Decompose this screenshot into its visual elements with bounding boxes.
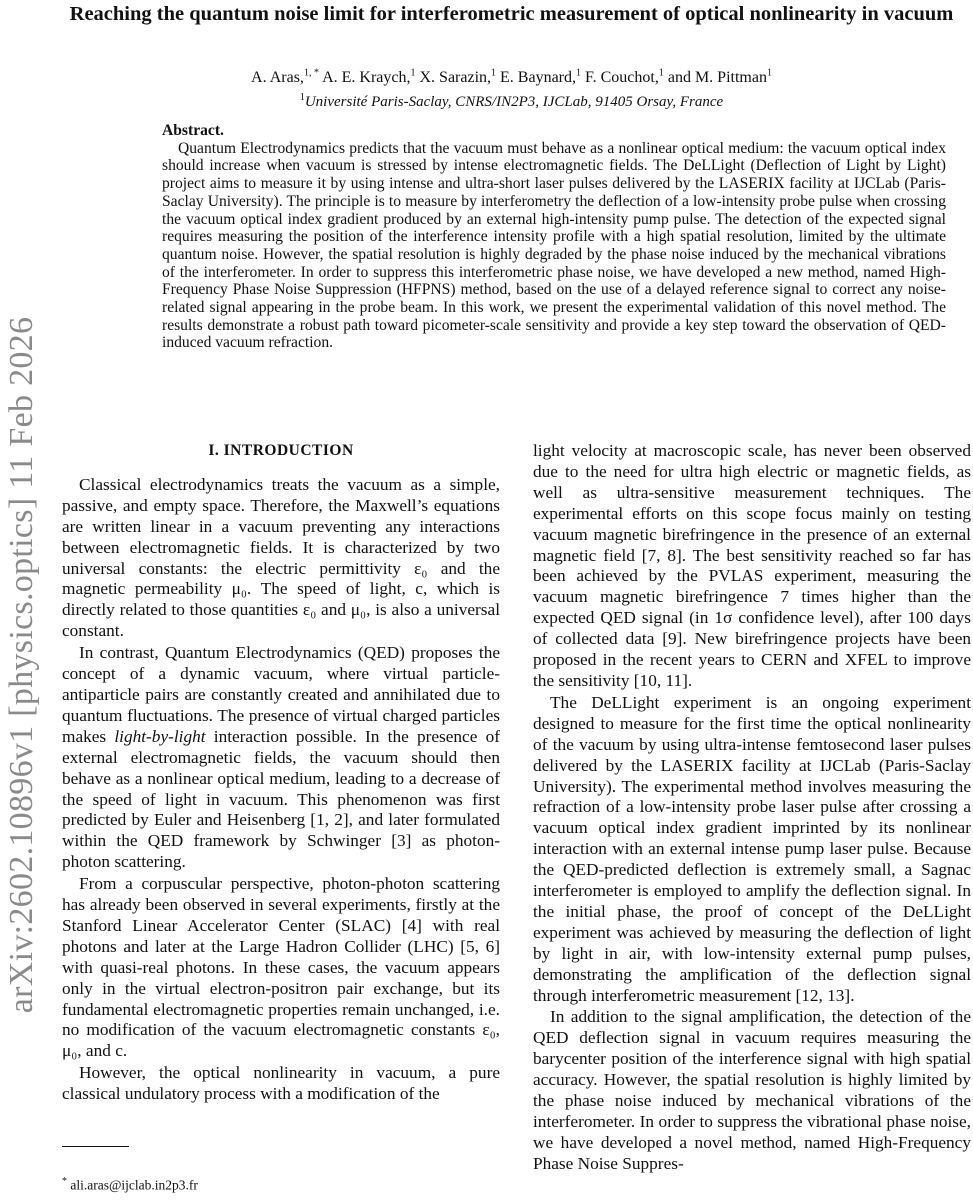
arxiv-stamp: arXiv:2602.10896v1 [physics.optics] 11 Feb 2026 bbox=[3, 316, 40, 1014]
left-column bbox=[62, 441, 500, 1105]
footnote: * ali.aras@ijclab.in2p3.fr bbox=[62, 1176, 198, 1193]
paragraph: Classical electrodynamics treats the vacuum as a simple, passive, and empty space. Therefore, the Maxwell’s equations are written linear in a vacuum preventing any interactions between electromagnetic fields. It is characterized by two universal constants: the electric permittivity ε₀ and the magnetic permeability μ₀. The speed of light, c, which is directly related to those quantities ε₀ and μ₀, is also a universal constant. bbox=[62, 474, 500, 641]
author: E. Baynard,$^1$ bbox=[500, 68, 581, 87]
author: and M. Pittman$^1$ bbox=[667, 68, 772, 87]
paragraph: The DeLLight experiment is an ongoing experiment designed to measure for the first time the optical nonlinearity of the vacuum by using ultra-intense femtosecond laser pulses delivered by the LASERIX facility at IJCLab (Paris-Saclay University). The experimental method involves measuring the refraction of a low-intensity probe laser pulse after crossing a vacuum optical index gradient imprinted by its nonlinear interaction with an external intense pump laser pulse. Because the QED-predicted deflection is extremely small, a Sagnac interferometer is employed to amplify the deflection signal. In the initial phase, the proof of concept of the DeLLight experiment was achieved by measuring the deflection of light by light in air, with low-intensity external pump pulses, demonstrating the amplification of the deflection signal through interferometric measurement [12, 13]. bbox=[533, 692, 971, 1005]
paper-title: Reaching the quantum noise limit for interferometric measurement of optical nonlinearity in vacuum bbox=[69, 3, 954, 25]
abstract bbox=[162, 122, 946, 352]
affiliation: $^1$Université Paris-Saclay, CNRS/IN2P3, IJCLab, 91405 Orsay, France bbox=[299, 92, 724, 110]
author: A. Aras,$^{1, *}$ bbox=[251, 68, 319, 87]
author: F. Couchot,$^1$ bbox=[585, 68, 664, 87]
paragraph: light velocity at macroscopic scale, has never been observed due to the need for ultra high electric or magnetic fields, as well as ultra-sensitive measurement techniques. The experimental efforts on this scope focus mainly on testing vacuum magnetic birefringence in the presence of an external magnetic field [7, 8]. The best sensitivity reached so far has been achieved by the PVLAS experiment, measuring the vacuum magnetic birefringence 7 times higher than the expected QED signal (in 1σ confidence level), after 100 days of collected data [9]. New birefringence projects have been proposed in the recent years to CERN and XFEL to improve the sensitivity [10, 11]. bbox=[533, 441, 971, 690]
paragraph: However, the optical nonlinearity in vacuum, a pure classical undulatory process with a modification of the bbox=[62, 1063, 500, 1104]
footnote-rule bbox=[62, 1146, 129, 1147]
abstract-heading: Abstract. bbox=[162, 122, 224, 139]
author: A. E. Kraych,$^1$ bbox=[322, 68, 416, 87]
abstract-text: Quantum Electrodynamics predicts that the vacuum must behave as a nonlinear optical medium: the vacuum optical index should increase when vacuum is stressed by intense electromagnetic fields. The DeLLight (Deflection of Light by Light) project aims to measure it by using intense and ultra-short laser pulses delivered by the LASERIX facility at IJCLab (Paris-Saclay University). The principle is to measure by interferometry the deflection of a low-intensity probe pulse when crossing the vacuum optical index gradient produced by an external high-intensity pump pulse. The detection of the expected signal requires measuring the position of the interference intensity profile with a high spatial resolution, limited by the ultimate quantum noise. However, the spatial resolution is highly degraded by the phase noise induced by the mechanical vibrations of the interferometer. In order to suppress this interferometric phase noise, we have developed a new method, named High-Frequency Phase Noise Suppression (HFPNS) method, based on the use of a delayed reference signal to correct any noise-related signal appearing in the probe beam. In this work, we present the experimental validation of this novel method. The results demonstrate a robust path toward picometer-scale sensitivity and provide a key step toward the observation of QED-induced vacuum refraction. bbox=[162, 139, 946, 352]
author: X. Sarazin,$^1$ bbox=[419, 68, 497, 87]
author-list bbox=[60, 68, 963, 87]
paragraph: In contrast, Quantum Electrodynamics (QED) proposes the concept of a dynamic vacuum, where virtual particle-antiparticle pairs are constantly created and annihilated due to quantum fluctuations. The presence of virtual charged particles makes light-by-light interaction possible. In the presence of external electromagnetic fields, the vacuum should then behave as a nonlinear optical medium, leading to a decrease of the speed of light in vacuum. This phenomenon was first predicted by Euler and Heisenberg [1, 2], and later formulated within the QED framework by Schwinger [3] as photon-photon scattering. bbox=[62, 643, 501, 872]
paragraph: In addition to the signal amplification, the detection of the QED deflection signal in vacuum requires measuring the barycenter position of the interference signal with high spatial accuracy. However, the spatial resolution is highly limited by the phase noise induced by mechanical vibrations of the interferometer. In order to suppress the vibrational phase noise, we have developed a novel method, named High-Frequency Phase Noise Suppres- bbox=[533, 1007, 971, 1173]
section-heading: I. INTRODUCTION bbox=[208, 442, 354, 459]
right-column bbox=[533, 441, 971, 1175]
paragraph: From a corpuscular perspective, photon-photon scattering has already been observed in several experiments, firstly at the Stanford Linear Accelerator Center (SLAC) [4] with real photons and later at the Large Hadron Collider (LHC) [5, 6] with quasi-real photons. In these cases, the vacuum appears only in the virtual electron-positron pair exchange, but its fundamental electromagnetic properties remain unchanged, i.e. no modification of the vacuum electromagnetic constants ε₀, μ₀, and c. bbox=[62, 874, 500, 1061]
